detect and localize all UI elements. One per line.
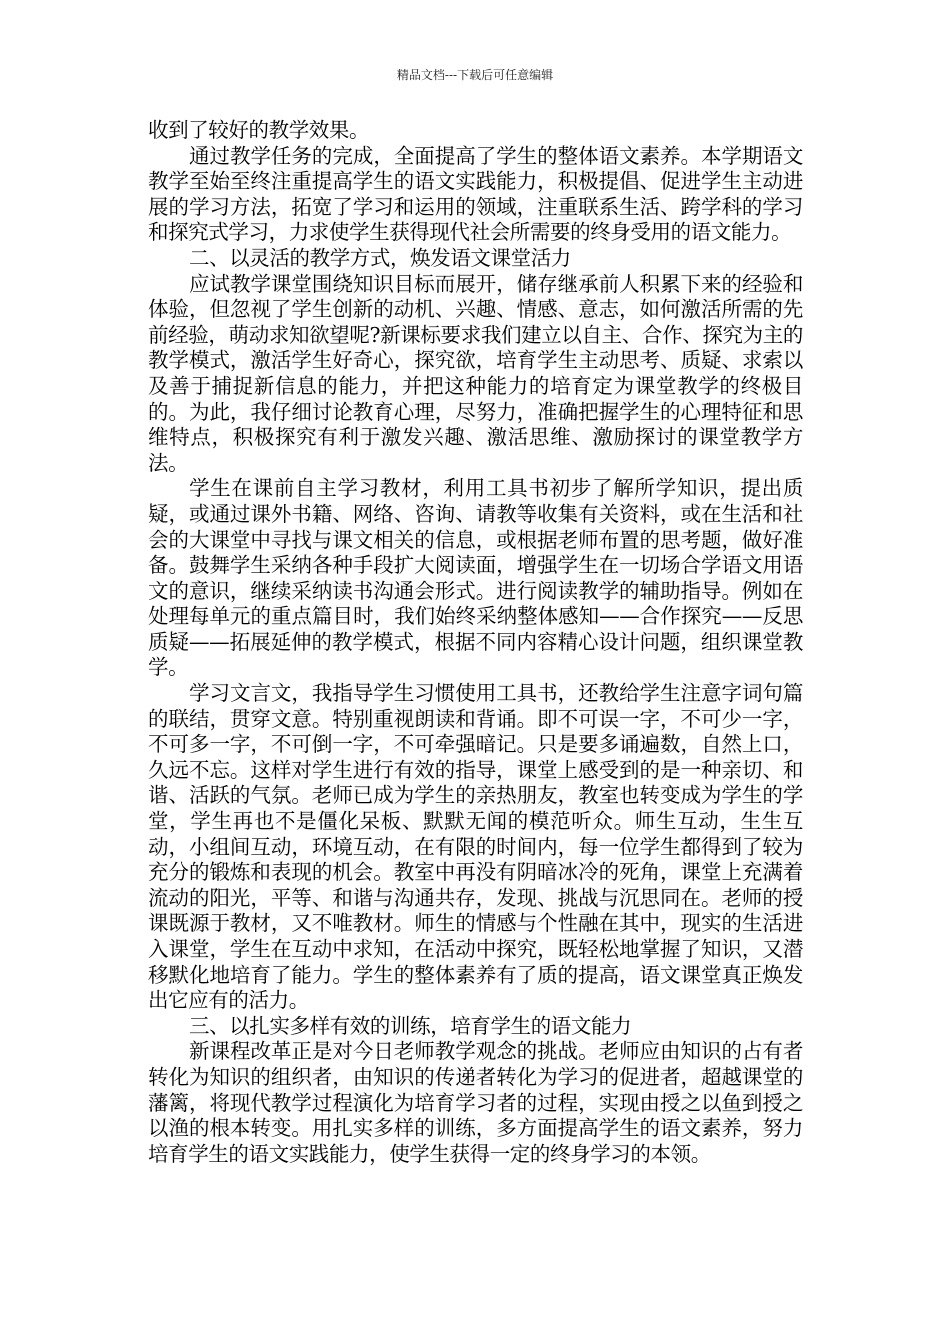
paragraph-2: 通过教学任务的完成，全面提高了学生的整体语文素养。本学期语文教学至始至终注重提高学生的语文实践能力，积极提倡、促进学生主动进展的学习方法，拓宽了学习和运用的领域，注重联系生活、跨学科的学习和探究式学习，力求使学生获得现代社会所需要的终身受用的语文能力。 (148, 143, 803, 245)
paragraph-5: 学习文言文，我指导学生习惯使用工具书，还教给学生注意字词句篇的联结，贯穿文意。特别重视朗读和背诵。即不可误一字，不可少一字，不可多一字，不可倒一字，不可牵强暗记。只是要多诵遍数，自然上口，久远不忘。这样对学生进行有效的指导，课堂上感受到的是一种亲切、和谐、活跃的气氛。老师已成为学生的亲热朋友，教室也转变成为学生的学堂，学生再也不是僵化呆板、默默无闻的模范听众。师生互动，生生互动，小组间互动，环境互动，在有限的时间内，每一位学生都得到了较为充分的锻炼和表现的机会。教室中再没有阴暗冰冷的死角，课堂上充满着流动的阳光，平等、和谐与沟通共存，发现、挑战与沉思同在。老师的授课既源于教材，又不唯教材。师生的情感与个性融在其中，现实的生活进入课堂，学生在互动中求知，在活动中探究，既轻松地掌握了知识，又潜移默化地培育了能力。学生的整体素养有了质的提高，语文课堂真正焕发出它应有的活力。 (148, 681, 803, 1013)
paragraph-1: 收到了较好的教学效果。 (148, 118, 370, 142)
document-body (148, 118, 803, 1167)
paragraph-4: 学生在课前自主学习教材，利用工具书初步了解所学知识，提出质疑，或通过课外书籍、网络、咨询、请教等收集有关资料，或在生活和社会的大课堂中寻找与课文相关的信息，或根据老师布置的思考题，做好准备。鼓舞学生采纳各种手段扩大阅读面，增强学生在一切场合学语文用语文的意识，继续采纳读书沟通会形式。进行阅读教学的辅助指导。例如在处理每单元的重点篇目时，我们始终采纳整体感知——合作探究——反思质疑——拓展延伸的教学模式，根据不同内容精心设计问题，组织课堂教学。 (148, 476, 803, 680)
section-heading-3: 三、以扎实多样有效的训练，培育学生的语文能力 (189, 1013, 632, 1038)
section-heading-2: 二、以灵活的教学方式，焕发语文课堂活力 (189, 245, 571, 270)
paragraph-6: 新课程改革正是对今日老师教学观念的挑战。老师应由知识的占有者转化为知识的组织者，由知识的传递者转化为学习的促进者，超越课堂的藩篱，将现代教学过程演化为培育学习者的过程，实现由授之以鱼到授之以渔的根本转变。用扎实多样的训练，多方面提高学生的语文素养，努力培育学生的语文实践能力，使学生获得一定的终身学习的本领。 (148, 1039, 803, 1166)
page-header: 精品文档---下载后可任意编辑 (396, 68, 554, 82)
paragraph-3: 应试教学课堂围绕知识目标而展开，储存继承前人积累下来的经验和体验，但忽视了学生创新的动机、兴趣、情感、意志，如何激活所需的先前经验，萌动求知欲望呢?新课标要求我们建立以自主、合作、探究为主的教学模式，激活学生好奇心，探究欲，培育学生主动思考、质疑、求索以及善于捕捉新信息的能力，并把这种能力的培育定为课堂教学的终极目的。为此，我仔细讨论教育心理，尽努力，准确把握学生的心理特征和思维特点，积极探究有利于激发兴趣、激活思维、激励探讨的课堂教学方法。 (148, 271, 803, 475)
